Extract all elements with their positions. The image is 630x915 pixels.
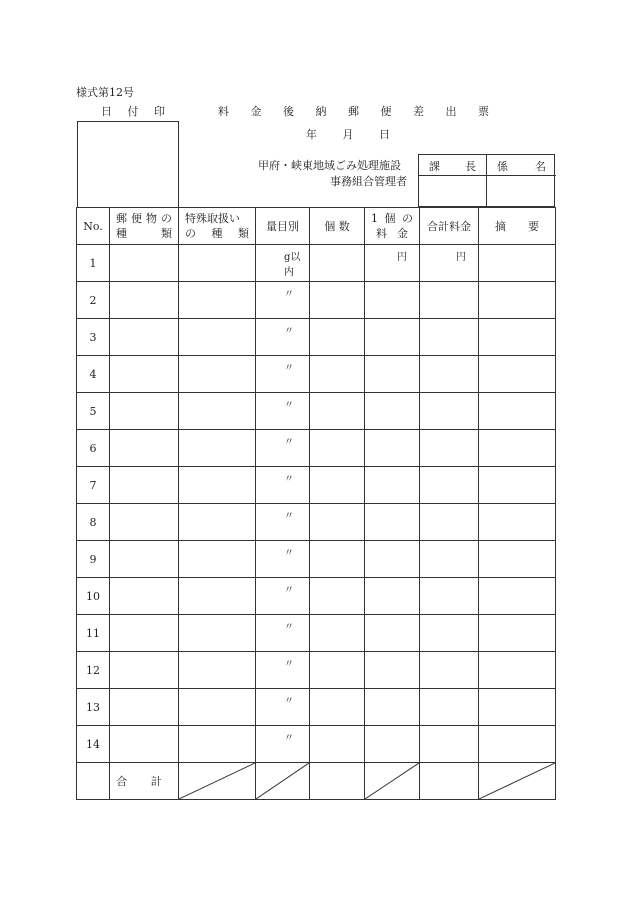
row-number: 8 xyxy=(77,504,110,541)
table-row xyxy=(77,689,556,726)
header-total-fee: 合計料金 xyxy=(420,208,479,245)
unit-price-cell[interactable] xyxy=(365,504,420,541)
remarks-cell[interactable] xyxy=(479,430,556,467)
ditto-mark: 〃 xyxy=(284,659,294,670)
weight-cell[interactable] xyxy=(256,504,310,541)
header-text: の xyxy=(161,212,172,225)
ditto-mark: 〃 xyxy=(284,400,294,411)
table-row xyxy=(77,578,556,615)
count-cell[interactable] xyxy=(310,726,365,763)
diagonal-strike xyxy=(365,763,419,799)
header-text: 物 xyxy=(146,212,157,225)
header-no: No. xyxy=(77,208,110,245)
remarks-cell[interactable] xyxy=(479,319,556,356)
weight-cell[interactable] xyxy=(256,245,310,282)
unit-price-cell[interactable] xyxy=(365,726,420,763)
date-stamp-box xyxy=(77,121,179,208)
weight-cell[interactable] xyxy=(256,615,310,652)
weight-cell[interactable] xyxy=(256,356,310,393)
item-type-cell[interactable] xyxy=(110,319,179,356)
form-title: 料 金 後 納 郵 便 差 出 票 xyxy=(218,105,498,118)
header-text: の xyxy=(185,227,196,240)
count-cell[interactable] xyxy=(310,504,365,541)
total-fee-cell[interactable] xyxy=(420,393,479,430)
header-special-handling xyxy=(179,208,256,245)
header-text: 郵 xyxy=(116,212,127,225)
table-row xyxy=(77,430,556,467)
weight-cell[interactable] xyxy=(256,726,310,763)
total-fee-cell[interactable] xyxy=(420,652,479,689)
total-fee-cell[interactable] xyxy=(420,356,479,393)
ditto-mark: 〃 xyxy=(284,326,294,337)
crossed-out-cell xyxy=(365,763,420,800)
header-text: 類 xyxy=(238,227,249,240)
diagonal-line xyxy=(365,763,419,799)
count-cell[interactable] xyxy=(310,282,365,319)
weight-cell[interactable] xyxy=(256,578,310,615)
diagonal-strike xyxy=(179,763,255,799)
weight-cell[interactable] xyxy=(256,689,310,726)
row-number: 4 xyxy=(77,356,110,393)
total-fee-cell[interactable] xyxy=(420,726,479,763)
weight-cell[interactable] xyxy=(256,430,310,467)
remarks-cell[interactable] xyxy=(479,282,556,319)
approval-label: 長 xyxy=(465,160,476,173)
approval-section-chief xyxy=(419,155,487,206)
total-fee-cell[interactable] xyxy=(420,319,479,356)
weight-cell[interactable] xyxy=(256,652,310,689)
unit-price-cell[interactable] xyxy=(365,430,420,467)
crossed-out-cell xyxy=(179,763,256,800)
postage-table xyxy=(76,207,556,800)
total-row xyxy=(77,763,556,800)
ditto-mark: 〃 xyxy=(284,696,294,707)
header-text: 種 xyxy=(211,227,223,240)
ditto-mark: 〃 xyxy=(284,622,294,633)
ditto-mark: 〃 xyxy=(284,437,294,448)
row-number: 6 xyxy=(77,430,110,467)
unit-price-cell[interactable] xyxy=(365,393,420,430)
diagonal-strike xyxy=(256,763,309,799)
unit-price-cell[interactable] xyxy=(365,245,420,282)
ditto-mark: 〃 xyxy=(284,548,294,559)
total-fee-cell[interactable] xyxy=(420,689,479,726)
total-fee-cell[interactable] xyxy=(420,578,479,615)
ditto-mark: 〃 xyxy=(284,585,294,596)
remarks-cell[interactable] xyxy=(479,615,556,652)
ditto-mark: 〃 xyxy=(284,474,294,485)
count-cell[interactable] xyxy=(310,319,365,356)
table-row xyxy=(77,541,556,578)
year-label: 年 xyxy=(306,128,317,141)
remarks-cell[interactable] xyxy=(479,356,556,393)
approval-label: 係 xyxy=(497,160,508,173)
table-row xyxy=(77,245,556,282)
item-type-cell[interactable] xyxy=(110,652,179,689)
total-count-cell[interactable] xyxy=(310,763,365,800)
item-type-cell[interactable] xyxy=(110,430,179,467)
row-number: 10 xyxy=(77,578,110,615)
item-type-cell[interactable] xyxy=(110,615,179,652)
weight-cell[interactable] xyxy=(256,319,310,356)
crossed-out-cell xyxy=(256,763,310,800)
item-type-cell[interactable] xyxy=(110,541,179,578)
item-type-cell[interactable] xyxy=(110,356,179,393)
header-item-type xyxy=(110,208,179,245)
remarks-cell[interactable] xyxy=(479,726,556,763)
row-number: 9 xyxy=(77,541,110,578)
total-fee-cell[interactable] xyxy=(420,467,479,504)
unit-price-cell[interactable] xyxy=(365,541,420,578)
header-unit-price xyxy=(365,208,420,245)
form-number: 様式第12号 xyxy=(76,86,134,99)
row-number: 12 xyxy=(77,652,110,689)
grand-total-cell[interactable] xyxy=(420,763,479,800)
item-type-cell[interactable] xyxy=(110,578,179,615)
header-text: の xyxy=(402,212,413,225)
table-row xyxy=(77,615,556,652)
header-text: 類 xyxy=(161,227,172,240)
date-line xyxy=(306,126,412,142)
table-row xyxy=(77,319,556,356)
unit-price-cell[interactable] xyxy=(365,615,420,652)
row-number: 2 xyxy=(77,282,110,319)
table-row xyxy=(77,652,556,689)
remarks-cell[interactable] xyxy=(479,393,556,430)
header-text: 便 xyxy=(131,212,142,225)
count-cell[interactable] xyxy=(310,467,365,504)
special-handling-cell[interactable] xyxy=(179,652,256,689)
weight-cell[interactable] xyxy=(256,467,310,504)
remarks-cell[interactable] xyxy=(479,652,556,689)
remarks-cell[interactable] xyxy=(479,245,556,282)
weight-cell[interactable] xyxy=(256,541,310,578)
diagonal-line xyxy=(179,763,255,799)
table-row xyxy=(77,504,556,541)
header-text: 特殊取扱い xyxy=(185,212,240,225)
row-number: 5 xyxy=(77,393,110,430)
total-label: 合 計 xyxy=(110,763,179,800)
special-handling-cell[interactable] xyxy=(179,245,256,282)
header-text: 料 xyxy=(376,227,387,240)
special-handling-cell[interactable] xyxy=(179,430,256,467)
special-handling-cell[interactable] xyxy=(179,578,256,615)
ditto-mark: 〃 xyxy=(284,363,294,374)
date-stamp-label: 日 付 印 xyxy=(101,105,171,118)
unit-price-cell[interactable] xyxy=(365,319,420,356)
count-cell[interactable] xyxy=(310,689,365,726)
remarks-cell[interactable] xyxy=(479,467,556,504)
item-type-cell[interactable] xyxy=(110,393,179,430)
total-fee-cell[interactable] xyxy=(420,615,479,652)
header-remarks: 摘 要 xyxy=(479,208,556,245)
unit-price-cell[interactable] xyxy=(365,282,420,319)
day-label: 日 xyxy=(379,128,390,141)
total-row-blank xyxy=(77,763,110,800)
special-handling-cell[interactable] xyxy=(179,689,256,726)
remarks-cell[interactable] xyxy=(479,504,556,541)
ditto-mark: 〃 xyxy=(284,289,294,300)
yen-label: 円 xyxy=(397,252,407,263)
total-fee-cell[interactable] xyxy=(420,245,479,282)
row-number: 1 xyxy=(77,245,110,282)
remarks-cell[interactable] xyxy=(479,689,556,726)
ditto-mark: 〃 xyxy=(284,511,294,522)
unit-price-cell[interactable] xyxy=(365,467,420,504)
total-fee-cell[interactable] xyxy=(420,504,479,541)
crossed-out-cell xyxy=(479,763,556,800)
unit-price-cell[interactable] xyxy=(365,652,420,689)
count-cell[interactable] xyxy=(310,652,365,689)
table-row xyxy=(77,393,556,430)
special-handling-cell[interactable] xyxy=(179,615,256,652)
unit-price-cell[interactable] xyxy=(365,689,420,726)
diagonal-line xyxy=(479,763,555,799)
weight-cell[interactable] xyxy=(256,393,310,430)
row-number: 13 xyxy=(77,689,110,726)
organization-name: 甲府・峡東地域ごみ処理施設 xyxy=(258,159,401,172)
yen-label: 円 xyxy=(456,252,466,263)
weight-unit-label: g以内 xyxy=(284,252,301,278)
row-number: 3 xyxy=(77,319,110,356)
count-cell[interactable] xyxy=(310,615,365,652)
special-handling-cell[interactable] xyxy=(179,356,256,393)
approval-label: 名 xyxy=(535,160,546,173)
row-number: 11 xyxy=(77,615,110,652)
header-text: 個 xyxy=(384,212,396,225)
unit-price-cell[interactable] xyxy=(365,356,420,393)
item-type-cell[interactable] xyxy=(110,726,179,763)
diagonal-strike xyxy=(479,763,555,799)
remarks-cell[interactable] xyxy=(479,578,556,615)
total-fee-cell[interactable] xyxy=(420,282,479,319)
count-cell[interactable] xyxy=(310,541,365,578)
row-number: 14 xyxy=(77,726,110,763)
special-handling-cell[interactable] xyxy=(179,541,256,578)
ditto-mark: 〃 xyxy=(284,733,294,744)
special-handling-cell[interactable] xyxy=(179,467,256,504)
special-handling-cell[interactable] xyxy=(179,726,256,763)
header-count: 個 数 xyxy=(310,208,365,245)
item-type-cell[interactable] xyxy=(110,467,179,504)
total-fee-cell[interactable] xyxy=(420,430,479,467)
month-label: 月 xyxy=(342,128,354,141)
total-fee-cell[interactable] xyxy=(420,541,479,578)
row-number: 7 xyxy=(77,467,110,504)
count-cell[interactable] xyxy=(310,245,365,282)
header-text: 種 xyxy=(116,227,127,240)
count-cell[interactable] xyxy=(310,356,365,393)
administrator-title: 事務組合管理者 xyxy=(330,175,407,188)
approval-staff xyxy=(487,155,556,206)
header-weight: 量目別 xyxy=(256,208,310,245)
header-text: 金 xyxy=(397,227,408,240)
item-type-cell[interactable] xyxy=(110,245,179,282)
special-handling-cell[interactable] xyxy=(179,282,256,319)
item-type-cell[interactable] xyxy=(110,689,179,726)
diagonal-line xyxy=(256,763,309,799)
approval-box xyxy=(418,154,555,207)
weight-cell[interactable] xyxy=(256,282,310,319)
approval-label: 課 xyxy=(429,160,440,173)
remarks-cell[interactable] xyxy=(479,541,556,578)
special-handling-cell[interactable] xyxy=(179,319,256,356)
table-row xyxy=(77,282,556,319)
count-cell[interactable] xyxy=(310,430,365,467)
unit-price-cell[interactable] xyxy=(365,578,420,615)
count-cell[interactable] xyxy=(310,393,365,430)
table-body xyxy=(77,245,556,800)
count-cell[interactable] xyxy=(310,578,365,615)
special-handling-cell[interactable] xyxy=(179,504,256,541)
table-row xyxy=(77,726,556,763)
special-handling-cell[interactable] xyxy=(179,393,256,430)
header-text: 1 xyxy=(371,212,378,225)
item-type-cell[interactable] xyxy=(110,504,179,541)
item-type-cell[interactable] xyxy=(110,282,179,319)
table-row xyxy=(77,467,556,504)
table-row xyxy=(77,356,556,393)
